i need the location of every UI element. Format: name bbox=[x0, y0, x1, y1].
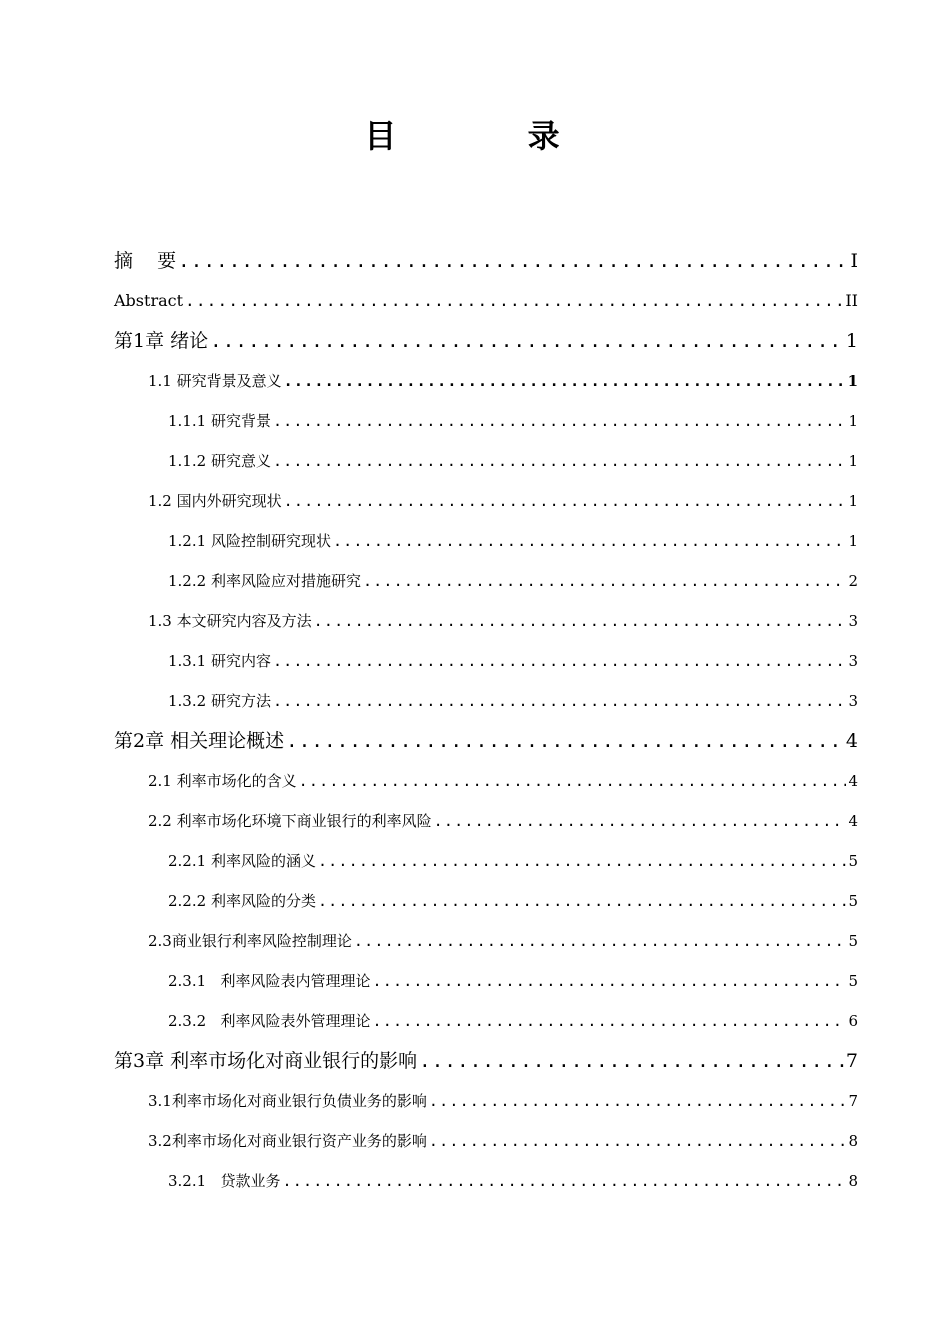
toc-dot-leader bbox=[284, 371, 846, 391]
toc-entry-number: 1.2 bbox=[148, 492, 177, 510]
toc-dot-leader bbox=[314, 611, 847, 631]
toc-entry-label: 摘 要 bbox=[114, 250, 177, 272]
toc-entry-number: 2.3.2 bbox=[168, 1012, 221, 1030]
toc-page-number: 3 bbox=[848, 652, 858, 670]
toc-entry-label: 利率风险表外管理理论 bbox=[220, 1012, 371, 1030]
toc-entry[interactable] bbox=[0, 1119, 950, 1159]
toc-entry-number: 1.1.1 bbox=[168, 412, 211, 430]
toc-dot-leader bbox=[273, 411, 847, 431]
toc-page-number: 7 bbox=[845, 1050, 858, 1072]
toc-entry-label: 本文研究内容及方法 bbox=[176, 612, 312, 630]
toc-entry[interactable] bbox=[0, 719, 950, 759]
toc-entry-label: 绪论 bbox=[170, 330, 209, 352]
toc-entry-number: 2.3 bbox=[148, 932, 172, 950]
toc-entry[interactable] bbox=[0, 679, 950, 719]
toc-dot-leader bbox=[318, 891, 847, 911]
toc-entry-label: 利率市场化的含义 bbox=[176, 772, 297, 790]
toc-dot-leader bbox=[286, 731, 844, 751]
toc-entry-label: 研究背景 bbox=[210, 412, 271, 430]
toc-page-number: 3 bbox=[848, 612, 858, 630]
toc-page-number: I bbox=[850, 250, 858, 272]
toc-page-number: 7 bbox=[848, 1092, 858, 1110]
toc-page-number: 8 bbox=[848, 1132, 858, 1150]
toc-entry[interactable] bbox=[0, 1159, 950, 1199]
toc-entry-label: 贷款业务 bbox=[220, 1172, 281, 1190]
toc-dot-leader bbox=[283, 1171, 847, 1191]
toc-page-number: 5 bbox=[848, 852, 858, 870]
toc-entry-number: 1.3.1 bbox=[168, 652, 211, 670]
toc-entry-number: 1.2.2 bbox=[168, 572, 211, 590]
toc-page-number: 1 bbox=[848, 492, 858, 510]
toc-entry-label: 国内外研究现状 bbox=[176, 492, 282, 510]
toc-entry-label: 利率风险表内管理理论 bbox=[220, 972, 371, 990]
toc-page-number: 6 bbox=[848, 1012, 858, 1030]
toc-page-number: 5 bbox=[848, 932, 858, 950]
toc-entry-label: 相关理论概述 bbox=[170, 730, 285, 752]
toc-entry[interactable] bbox=[0, 279, 950, 319]
toc-dot-leader bbox=[318, 851, 847, 871]
toc-entry-label: 利率风险的分类 bbox=[210, 892, 316, 910]
toc-entry[interactable] bbox=[0, 799, 950, 839]
toc-entry[interactable] bbox=[0, 239, 950, 279]
toc-entry-number: 2.1 bbox=[148, 772, 177, 790]
toc-page-number: 2 bbox=[848, 572, 858, 590]
toc-entry[interactable] bbox=[0, 1079, 950, 1119]
toc-entry-number: 2.2.1 bbox=[168, 852, 211, 870]
toc-dot-leader bbox=[273, 651, 847, 671]
toc-entry-number: 1.1 bbox=[148, 372, 177, 390]
toc-page-number: 4 bbox=[848, 772, 858, 790]
toc-entry-label: 研究意义 bbox=[210, 452, 271, 470]
toc-entry-label: 风险控制研究现状 bbox=[210, 532, 331, 550]
toc-entry[interactable] bbox=[0, 919, 950, 959]
toc-page-number: 1 bbox=[848, 412, 858, 430]
toc-entry-number: 3.2 bbox=[148, 1132, 172, 1150]
toc-entry[interactable] bbox=[0, 319, 950, 359]
toc-entry-number: 3.1 bbox=[148, 1092, 172, 1110]
toc-entry-number: 1.3.2 bbox=[168, 692, 211, 710]
toc-entry-label: 研究内容 bbox=[210, 652, 271, 670]
toc-entry-number: 2.2 bbox=[148, 812, 177, 830]
toc-entry-number: 2.3.1 bbox=[168, 972, 221, 990]
toc-dot-leader bbox=[429, 1131, 847, 1151]
toc-entry-number: 1.2.1 bbox=[168, 532, 211, 550]
toc-dot-leader bbox=[273, 691, 847, 711]
toc-dot-leader bbox=[373, 971, 847, 991]
toc-dot-leader bbox=[373, 1011, 847, 1031]
toc-entry-label: 利率风险应对措施研究 bbox=[210, 572, 361, 590]
toc-page-number: II bbox=[845, 291, 858, 310]
toc-page-number: 5 bbox=[848, 972, 858, 990]
toc-entry-number: 第1章 bbox=[114, 330, 171, 352]
toc-entry[interactable] bbox=[0, 599, 950, 639]
toc-entry[interactable] bbox=[0, 839, 950, 879]
toc-entry-number: 第2章 bbox=[114, 730, 171, 752]
toc-entry[interactable] bbox=[0, 959, 950, 999]
toc-dot-leader bbox=[210, 331, 844, 351]
toc-entry[interactable] bbox=[0, 559, 950, 599]
toc-entry[interactable] bbox=[0, 999, 950, 1039]
toc-dot-leader bbox=[333, 531, 847, 551]
toc-entry-number: 3.2.1 bbox=[168, 1172, 221, 1190]
toc-dot-leader bbox=[284, 491, 847, 511]
toc-entry-number: 1.3 bbox=[148, 612, 177, 630]
toc-page-number: 5 bbox=[848, 892, 858, 910]
toc-entry-label: 研究背景及意义 bbox=[176, 372, 282, 390]
toc-dot-leader bbox=[273, 451, 847, 471]
toc-dot-leader bbox=[434, 811, 847, 831]
toc-entry-label: 利率风险的涵义 bbox=[210, 852, 316, 870]
toc-entry-label: 研究方法 bbox=[210, 692, 271, 710]
toc-page-number: 3 bbox=[848, 692, 858, 710]
toc-entry-label: 商业银行利率风险控制理论 bbox=[171, 932, 352, 950]
toc-dot-leader bbox=[178, 251, 848, 271]
toc-entry-label: 利率市场化对商业银行负债业务的影响 bbox=[171, 1092, 427, 1110]
toc-entry[interactable] bbox=[0, 519, 950, 559]
toc-page-number: 1 bbox=[848, 452, 858, 470]
toc-entry-number: 2.2.2 bbox=[168, 892, 211, 910]
toc-dot-leader bbox=[354, 931, 847, 951]
toc-entry[interactable] bbox=[0, 359, 950, 399]
toc-dot-leader bbox=[185, 291, 843, 311]
toc-dot-leader bbox=[419, 1051, 844, 1071]
toc-dot-leader bbox=[299, 771, 847, 791]
toc-entry-number: 第3章 bbox=[114, 1050, 171, 1072]
toc-entry[interactable] bbox=[0, 439, 950, 479]
toc-page-number: 8 bbox=[848, 1172, 858, 1190]
toc-entry[interactable] bbox=[0, 639, 950, 679]
toc-entry[interactable] bbox=[0, 1039, 950, 1079]
toc-entry-label: 利率市场化对商业银行资产业务的影响 bbox=[171, 1132, 427, 1150]
toc-entry[interactable] bbox=[0, 879, 950, 919]
toc-entry[interactable] bbox=[0, 399, 950, 439]
toc-list bbox=[0, 239, 950, 1199]
toc-page-number: 1 bbox=[847, 372, 858, 390]
toc-page-number: 1 bbox=[848, 532, 858, 550]
toc-page-number: 4 bbox=[845, 730, 858, 752]
toc-page-number: 4 bbox=[848, 812, 858, 830]
toc-entry-label: Abstract bbox=[114, 291, 184, 310]
toc-title: 目 录 bbox=[364, 117, 620, 155]
toc-dot-leader bbox=[363, 571, 847, 591]
toc-dot-leader bbox=[429, 1091, 847, 1111]
toc-entry-label: 利率市场化对商业银行的影响 bbox=[170, 1050, 418, 1072]
toc-entry-label: 利率市场化环境下商业银行的利率风险 bbox=[176, 812, 432, 830]
toc-entry[interactable] bbox=[0, 479, 950, 519]
toc-entry[interactable] bbox=[0, 759, 950, 799]
toc-entry-number: 1.1.2 bbox=[168, 452, 211, 470]
toc-page-number: 1 bbox=[845, 330, 858, 352]
